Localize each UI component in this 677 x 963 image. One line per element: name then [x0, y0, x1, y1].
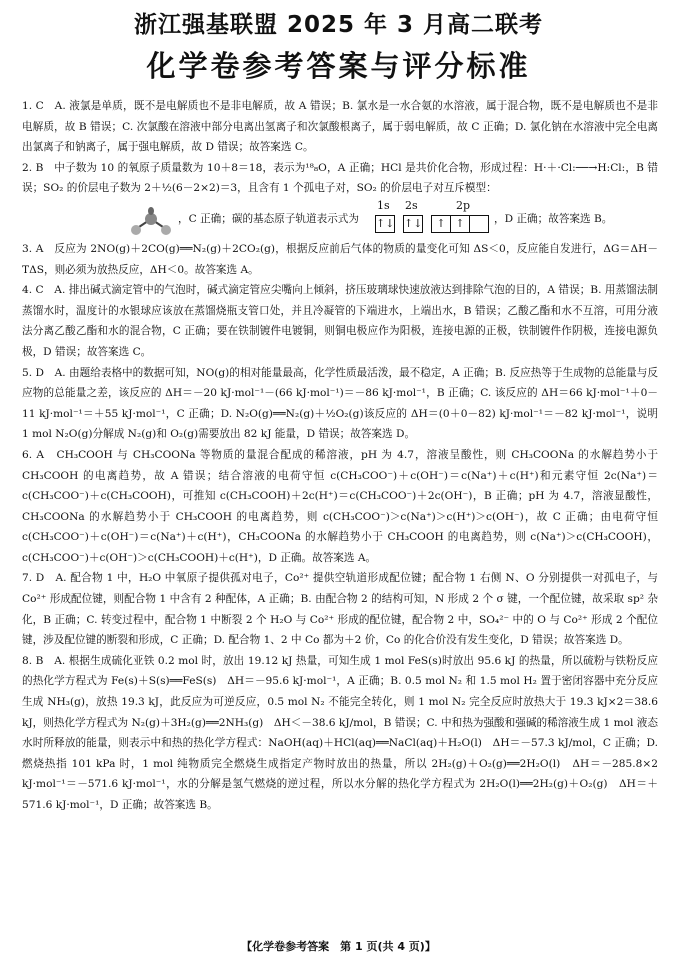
orbital-box-2s: ↑↓	[403, 215, 423, 233]
answer-4: 4. C A. 排出碱式滴定管中的气泡时，碱式滴定管应尖嘴向上倾斜，挤压玻璃球快速放液达到排除气泡的目的，A 错误；B. 用蒸馏法制蒸馏水时，温度计的水银球应该放在蒸馏烧瓶支管口处，并且冷凝管的下端进水，上端出水，B 错误；乙酸乙酯和水不互溶，可用分液法分离乙酸乙酯和水的混合物，C 正确；要在铁制镀件电镀铜，则铜电极应作为阳极，连接电源的正极，铁制镀件作阴极，连接电源负极，D 错误；故答案选 C。	[22, 284, 658, 358]
answer-7: 7. D A. 配合物 1 中，H₂O 中氧原子提供孤对电子，Co²⁺ 提供空轨道形成配位键；配合物 1 右侧 N、O 分别提供一对孤电子，与 Co²⁺ 形成配位键，则配合物 1 中含有 2 种配体，A 正确；B. 由配合物 2 的结构可知，N 形成 2 个 σ 键，一个配位键，故采取 sp² 杂化，B 正确；C. 转变过程中，配合物 1 中断裂 2 个 H₂O 与 Co²⁺ 形成的配位键，配合物 2 中，SO₄²⁻ 中的 O 与 Co²⁺ 形成 2 个配位键，涉及配位键的断裂和形成，C 正确；D. 配合物 1、2 中 Co 都为＋2 价，Co 的化合价没有发生变化，D 错误；故答案选 D。	[22, 572, 658, 647]
answer-2-part1: 2. B 中子数为 10 的氧原子质量数为 10＋8＝18，表示为¹⁸₈O，A 正确；HCl 是共价化合物，形成过程：H·＋·Cl:──→H:Cl:，B 错误；SO₂ 的价层电子数为 2＋½(6－2×2)＝3，且含有 1 个孤电子对，SO₂ 的价层电子对互斥模型：	[22, 161, 658, 195]
orbital-box-2p-1: ↑	[431, 215, 451, 233]
answer-8: 8. B A. 根据生成硫化亚铁 0.2 mol 时，放出 19.12 kJ 热量，可知生成 1 mol FeS(s)时放出 95.6 kJ 的热量，所以硫粉与铁粉反应的热化学方程式为 Fe(s)＋S(s)══FeS(s) ΔH＝－95.6 kJ·mol⁻¹，A 正确；B. 0.5 mol N₂ 和 1.5 mol H₂ 置于密闭容器中充分反应生成 NH₃(g)，放热 19.3 kJ，此反应为可逆反应，0.5 mol N₂ 不能完全转化，则 1 mol N₂ 完全反应时放热大于 19.3 kJ×2＝38.6 kJ，则热化学方程式为 N₂(g)＋3H₂(g)══2NH₃(g) ΔH＜－38.6 kJ/mol，B 错误；C. 中和热为强酸和强碱的稀溶液生成 1 mol 液态水时所释放的能量，则表示中和热的热化学方程式：NaOH(aq)＋HCl(aq)══NaCl(aq)＋H₂O(l) ΔH＝－57.3 kJ/mol，C 正确；D. 燃烧热指 101 kPa 时，1 mol 纯物质完全燃烧生成指定产物时放出的热量，所以 2H₂(g)＋O₂(g)══2H₂O(l) ΔH＝－285.8×2 kJ·mol⁻¹＝－571.6 kJ·mol⁻¹，水的分解是氢气燃烧的逆过程，所以水分解的热化学方程式为 2H₂O(l)══2H₂(g)＋O₂(g) ΔH＝＋571.6 kJ·mol⁻¹，D 正确；故答案选 B。	[22, 654, 658, 811]
vsepr-orbital-row	[22, 199, 658, 239]
orbital-box-2p-2: ↑	[450, 215, 470, 233]
answer-list	[22, 96, 658, 816]
page-footer: 【化学卷参考答案 第 1 页(共 4 页)】	[241, 940, 436, 953]
answer-3: 3. A 反应为 2NO(g)＋2CO(g)══N₂(g)＋2CO₂(g)，根据反应前后气体的物质的量变化可知 ΔS＜0，反应能自发进行，ΔG＝ΔH－TΔS，则必须为放热反应，ΔH＜0。故答案选 A。	[22, 242, 658, 276]
page-title: 浙江强基联盟 2025 年 3 月高二联考	[133, 12, 544, 38]
orbital-box-1s: ↑↓	[375, 215, 395, 233]
page-subtitle: 化学卷参考答案与评分标准	[146, 49, 531, 83]
answer-5: 5. D A. 由题给表格中的数据可知，NO(g)的相对能量最高，化学性质最活泼，最不稳定，A 正确；B. 反应热等于生成物的总能量与反应物的总能量之差，该反应的 ΔH＝－20 kJ·mol⁻¹－(66 kJ·mol⁻¹)＝－86 kJ·mol⁻¹，B 正确；C. 该反应的 ΔH＝66 kJ·mol⁻¹＋0－11 kJ·mol⁻¹＝＋55 kJ·mol⁻¹，C 正确；D. N₂O(g)══N₂(g)＋½O₂(g)该反应的 ΔH＝(0＋0－82) kJ·mol⁻¹＝－82 kJ·mol⁻¹，说明 1 mol N₂O(g)分解成 N₂(g)和 O₂(g)需要放出 82 kJ 能量，D 错误；故答案选 D。	[22, 366, 658, 441]
orbital-label-2s: 2s	[405, 198, 418, 212]
orbital-label-1s: 1s	[377, 198, 390, 212]
answer-6: 6. A CH₃COOH 与 CH₃COONa 等物质的量混合配成的稀溶液，pH 为 4.7，溶液呈酸性，则 CH₃COONa 的水解趋势小于 CH₃COOH 的电离趋势，故 A 错误；结合溶液的电荷守恒 c(CH₃COO⁻)＋c(OH⁻)＝c(Na⁺)＋c(H⁺)和元素守恒 2c(Na⁺)＝c(CH₃COO⁻)＋c(CH₃COOH)，可推知 c(CH₃COOH)＋2c(H⁺)＝c(CH₃COO⁻)＋2c(OH⁻)，B 正确；pH 为 4.7，溶液显酸性，CH₃COONa 的水解趋势小于 CH₃COOH 的电离趋势，则 c(CH₃COO⁻)＞c(Na⁺)＞c(H⁺)＞c(OH⁻)，故 C 正确；由电荷守恒 c(CH₃COO⁻)＋c(OH⁻)＝c(Na⁺)＋c(H⁺)，CH₃COONa 的水解趋势小于 CH₃COOH 的电离趋势，则 c(Na⁺)＞c(CH₃COOH)，c(CH₃COO⁻)＋c(OH⁻)＞c(CH₃COOH)＋c(H⁺)，D 正确。故答案选 A。	[22, 448, 658, 564]
vsepr-model-icon	[128, 207, 174, 237]
answer-2-part3: ，D 正确；故答案选 B。	[494, 212, 613, 225]
orbital-box-2p-3	[469, 215, 489, 233]
answer-2-part2: ，C 正确；碳的基态原子轨道表示式为	[178, 212, 359, 225]
orbital-label-2p: 2p	[456, 198, 471, 212]
answer-1: 1. C A. 液氯是单质，既不是电解质也不是非电解质，故 A 错误；B. 氯水是一水合氨的水溶液，属于混合物，既不是电解质也不是非电解质，故 B 错误；C. 次氯酸在溶液中部分电离出氢离子和次氯酸根离子，属于弱电解质，故 C 正确；D. 氯化钠在水溶液中完全电离出氯离子和钠离子，属于强电解质，故 D 错误；故答案选 C。	[22, 100, 658, 154]
